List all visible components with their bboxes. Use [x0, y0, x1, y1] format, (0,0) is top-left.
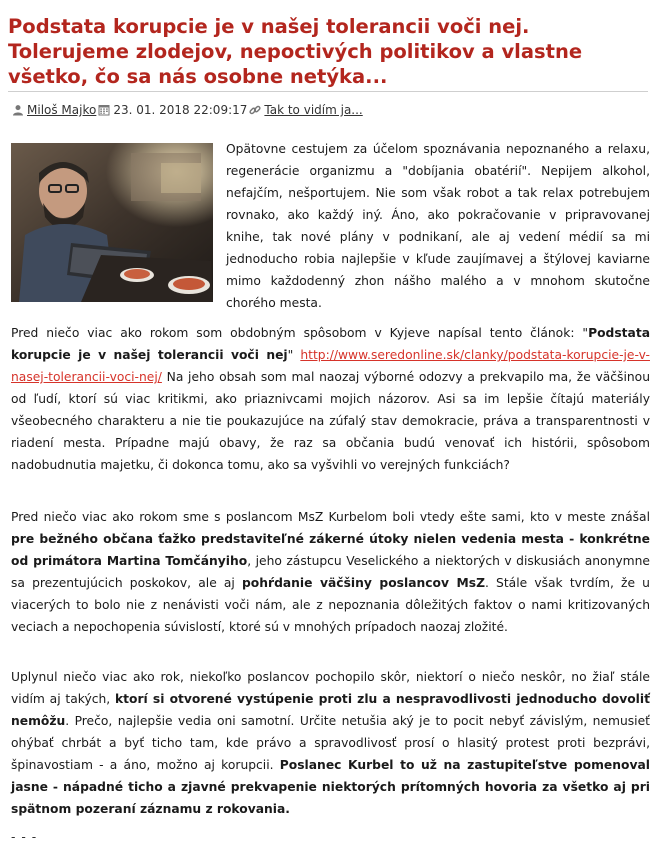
bold-article-title: Podstata korupcie je v našej tolerancii voči nej: [11, 326, 650, 362]
category-link[interactable]: Tak to vidím ja...: [264, 103, 363, 117]
calendar-icon: [98, 104, 110, 116]
article-title: Podstata korupcie je v našej tolerancii voči nej. Tolerujeme zlodejov, nepoctivých politikov a vlastne všetko, čo sa nás osobne netýka...: [8, 15, 583, 88]
paragraph-kyjev: Pred niečo viac ako rokom som obdobným spôsobom v Kyjeve napísal tento článok: "Podstata korupcie je v našej tolerancii voči nej" http://www.seredonline.sk/clanky/podstata-korupcie-je-v-nasej-tolerancii-voci-nej/ Na jeho obsah som mal naozaj výborné odozvy a prekvapilo ma, že väčšinou od ľudí, ktorí sú viac kritikmi, ako priaznivcami mojich názorov. Asi sa im lepšie čítajú materiály všeobecného charakteru a nie tie poukazujúce na zúfalý stav demokracie, práva a transparentnosti v riadení mesta. Prípadne majú obavy, že raz sa občania budú venovať ich histórii, spôsobom nadobudnutia majetku, či dokonca tomu, ako sa vyšvihli vo verejných funkciách?: [11, 326, 650, 472]
article-link[interactable]: http://www.seredonline.sk/clanky/podstata-korupcie-je-v-nasej-tolerancii-voci-nej/: [11, 348, 650, 384]
paragraph-intro: Opätovne cestujem za účelom spoznávania nepoznaného a relaxu, regenerácie organizmu a "dobíjania obatérií". Nepijem alkohol, nefajčím, nešportujem. Nie som však robot a tak relax potrebujem rovnako, ako každý iný. Áno, ako pokračovanie v pripravovanej knihe, tak nové plány v podnikaní, ale aj vedení médií sa mi jednoducho robia najlepšie v kľude zaujímavej a štýlovej kaviarne mimo každodenný zhon nášho malého a v mnohom skutočne chorého mesta.: [226, 142, 650, 310]
author-name[interactable]: Miloš Majko: [27, 103, 97, 117]
title-divider: [8, 91, 648, 92]
paragraph-kurbel: Pred niečo viac ako rokom sme s poslancom MsZ Kurbelom boli vtedy ešte sami, kto v meste znášal pre bežného občana ťažko predstaviteľné zákerné útoky nielen vedenia mesta - konkrétne od primátora Martina Tomčányiho, jeho zástupcu Veselického a niektorých v diskusiách anonymne sa prezentujúcich poskokov, ale aj pohŕdanie väčšiny poslancov MsZ. Stále však tvrdím, že u viacerých to bolo nie z nenávisti voči nám, ale z nepoznania dôležitých faktov o nami kritizovaných veciach a nepochopenia súvislostí, ktoré sú v mnohých prípadoch naozaj zložité.: [11, 510, 650, 634]
article-photo: [11, 143, 213, 302]
paragraph-uplynul: Uplynul niečo viac ako rok, niekoľko poslancov pochopilo skôr, niektorí o niečo neskôr, no žiaľ stále vidím aj takých, ktorí si otvorené vystúpenie proti zlu a nespravodlivosti jednoducho dovoliť nemôžu. Prečo, najlepšie vedia oni samotní. Určite netušia aký je to pocit nebyť závislým, nemusieť ohýbať chrbát a byť ticho tam, kde právo a spravodlivosť prosí o hlasitý protest proti bezprávi, špinavostiam - a áno, možno aj korupcii. Poslanec Kurbel to už na zastupiteľstve pomenoval jasne - nápadné ticho a zjavné prekvapenie niektorých prítomných hovoria za všetko aj pri spätnom pozeraní záznamu z rokovania.: [11, 670, 650, 816]
article-meta: [12, 102, 363, 118]
link-icon: [249, 104, 261, 116]
user-icon: [12, 104, 24, 116]
publish-datetime: 23. 01. 2018 22:09:17: [113, 103, 248, 117]
separator: - - -: [11, 830, 38, 844]
